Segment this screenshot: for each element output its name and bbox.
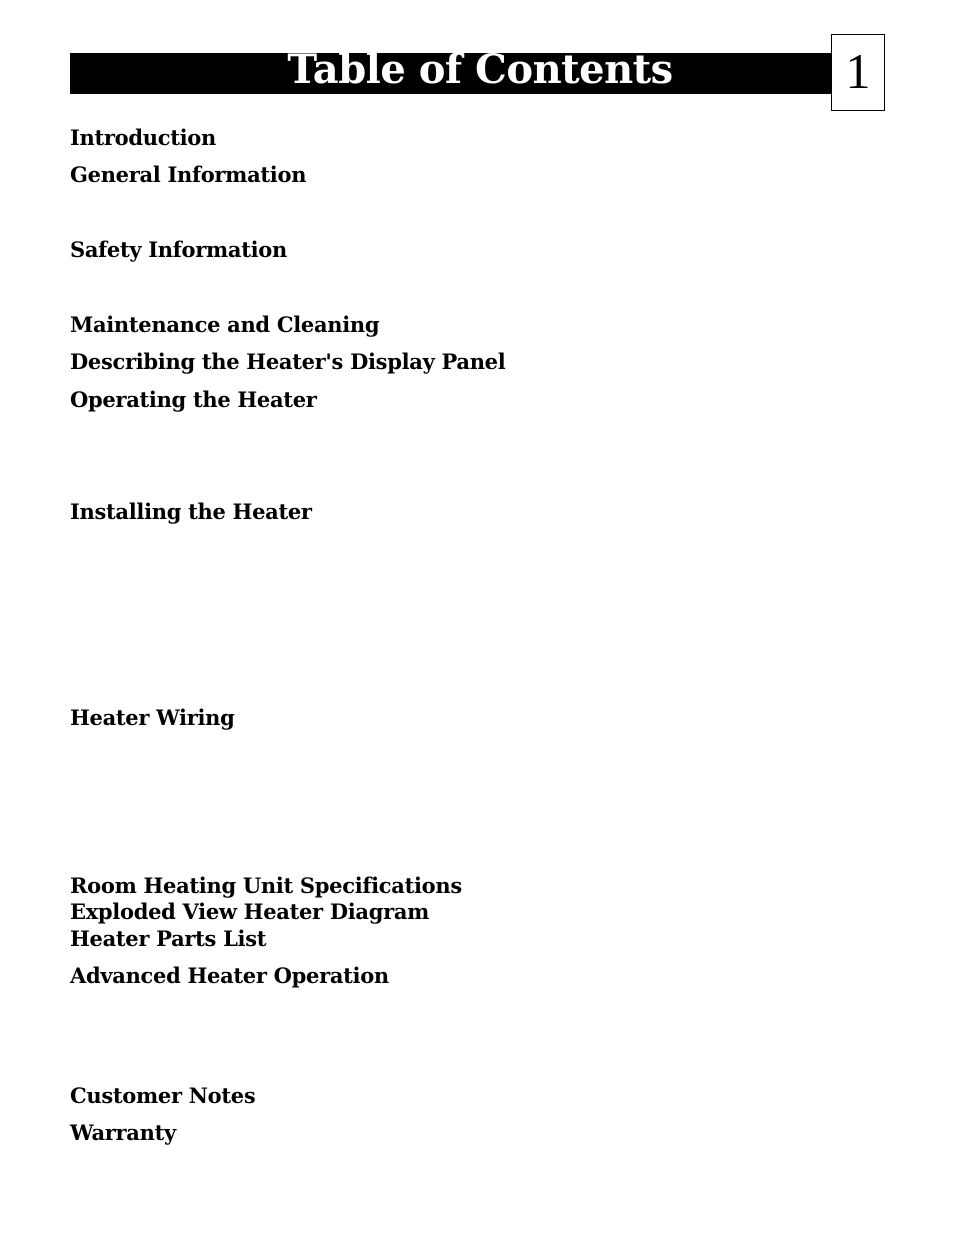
toc-entry-safety-information[interactable]: Safety Information — [70, 237, 287, 262]
toc-entry-maintenance-and-cleaning[interactable]: Maintenance and Cleaning — [70, 312, 380, 337]
toc-entry-heater-wiring[interactable]: Heater Wiring — [70, 705, 235, 730]
toc-entry-heater-parts-list[interactable]: Heater Parts List — [70, 926, 267, 951]
toc-entry-exploded-view-heater-diagram[interactable]: Exploded View Heater Diagram — [70, 899, 430, 924]
toc-entry-operating-the-heater[interactable]: Operating the Heater — [70, 387, 317, 412]
toc-entry-general-information[interactable]: General Information — [70, 162, 307, 187]
toc-entry-introduction[interactable]: Introduction — [70, 125, 216, 150]
toc-entry-installing-the-heater[interactable]: Installing the Heater — [70, 499, 312, 524]
page-number: 1 — [845, 43, 871, 99]
page-title: Table of Contents — [287, 46, 673, 93]
toc-entry-room-heating-unit-specifications[interactable]: Room Heating Unit Specifications — [70, 873, 462, 898]
toc-entry-display-panel[interactable]: Describing the Heater's Display Panel — [70, 349, 506, 374]
toc-entry-warranty[interactable]: Warranty — [70, 1120, 176, 1145]
page-number-box — [831, 34, 885, 111]
toc-entry-advanced-heater-operation[interactable]: Advanced Heater Operation — [70, 963, 389, 988]
toc-entry-customer-notes[interactable]: Customer Notes — [70, 1083, 256, 1108]
